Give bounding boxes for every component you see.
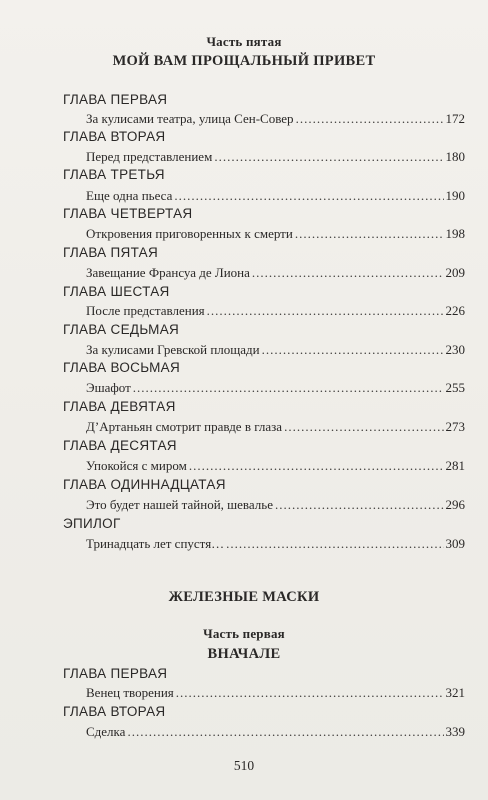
toc-entry-page: 321 — [445, 685, 465, 700]
leader-dots — [284, 419, 443, 435]
toc-entry-page: 339 — [445, 724, 465, 739]
leader-dots — [133, 380, 444, 396]
toc-entry[interactable] — [86, 111, 465, 129]
toc-entry-title: Эшафот — [86, 380, 131, 395]
leader-dots — [295, 226, 444, 242]
toc-entry-title: Д’Артаньян смотрит правде в глаза — [86, 419, 283, 434]
chapter-heading: ГЛАВА ДЕСЯТАЯ — [63, 438, 177, 453]
toc-entry-page: 198 — [445, 226, 465, 241]
chapter-heading: ГЛАВА ПЯТАЯ — [63, 245, 159, 260]
book-title: ЖЕЛЕЗНЫЕ МАСКИ — [168, 589, 320, 605]
part-title: ВНАЧАЛЕ — [207, 646, 281, 662]
chapter-heading: ГЛАВА ПЕРВАЯ — [63, 666, 168, 681]
toc-entry[interactable] — [86, 458, 465, 476]
toc-entry-title: После представления — [86, 303, 205, 318]
leader-dots — [176, 685, 444, 701]
toc-entry-title: Перед представлением — [86, 149, 213, 164]
toc-entry[interactable] — [86, 226, 465, 244]
leader-dots — [226, 536, 443, 552]
toc-entry[interactable] — [86, 536, 465, 554]
toc-entry[interactable] — [86, 303, 465, 321]
chapter-heading: ГЛАВА ДЕВЯТАЯ — [63, 399, 176, 414]
toc-entry-page: 190 — [445, 188, 465, 203]
part-label: Часть пятая — [206, 34, 282, 49]
part-title: МОЙ ВАМ ПРОЩАЛЬНЫЙ ПРИВЕТ — [112, 53, 376, 69]
chapter-heading: ГЛАВА ТРЕТЬЯ — [63, 167, 165, 182]
toc-entry-title: Сделка — [86, 724, 126, 739]
toc-entry-title: За кулисами Гревской площади — [86, 342, 260, 357]
toc-entry[interactable] — [86, 419, 465, 437]
chapter-heading: ГЛАВА ШЕСТАЯ — [63, 284, 170, 299]
leader-dots — [296, 111, 444, 127]
toc-entry-page: 273 — [445, 419, 465, 434]
toc-entry[interactable] — [86, 188, 465, 206]
page-number: 510 — [233, 758, 255, 773]
toc-entry-title: Откровения приговоренных к смерти — [86, 226, 293, 241]
chapter-heading: ГЛАВА ВТОРАЯ — [63, 704, 166, 719]
toc-entry-title: Венец творения — [86, 685, 174, 700]
chapter-heading: ГЛАВА ПЕРВАЯ — [63, 92, 168, 107]
toc-entry[interactable] — [86, 265, 465, 283]
leader-dots — [262, 342, 444, 358]
part-label: Часть первая — [203, 626, 285, 641]
toc-entry-page: 226 — [445, 303, 465, 318]
toc-entry[interactable] — [86, 497, 465, 515]
toc-entry-page: 172 — [445, 111, 465, 126]
toc-entry-page: 281 — [445, 458, 465, 473]
chapter-heading: ГЛАВА ВОСЬМАЯ — [63, 360, 180, 375]
chapter-heading: ГЛАВА ОДИННАДЦАТАЯ — [63, 477, 226, 492]
chapter-heading: ГЛАВА СЕДЬМАЯ — [63, 322, 180, 337]
toc-entry-page: 209 — [445, 265, 465, 280]
leader-dots — [275, 497, 444, 513]
toc-entry[interactable] — [86, 342, 465, 360]
chapter-heading: ГЛАВА ЧЕТВЕРТАЯ — [63, 206, 193, 221]
toc-entry[interactable] — [86, 149, 465, 167]
toc-entry-title: Это будет нашей тайной, шевалье — [86, 497, 273, 512]
toc-entry-title: Упокойся с миром — [86, 458, 187, 473]
toc-entry[interactable] — [86, 685, 465, 703]
toc-entry[interactable] — [86, 380, 465, 398]
leader-dots — [207, 303, 444, 319]
leader-dots — [174, 188, 443, 204]
toc-entry[interactable] — [86, 724, 465, 742]
leader-dots — [252, 265, 444, 281]
leader-dots — [127, 724, 443, 740]
toc-entry-page: 296 — [445, 497, 465, 512]
chapter-heading: ГЛАВА ВТОРАЯ — [63, 129, 166, 144]
toc-entry-page: 230 — [445, 342, 465, 357]
toc-entry-title: За кулисами театра, улица Сен-Совер — [86, 111, 294, 126]
chapter-heading: ЭПИЛОГ — [63, 516, 121, 531]
leader-dots — [214, 149, 443, 165]
toc-entry-title: Еще одна пьеса — [86, 188, 173, 203]
toc-entry-page: 180 — [445, 149, 465, 164]
toc-entry-page: 255 — [445, 380, 465, 395]
toc-entry-title: Завещание Франсуа де Лиона — [86, 265, 250, 280]
toc-entry-title: Тринадцать лет спустя… — [86, 536, 225, 551]
leader-dots — [189, 458, 444, 474]
toc-entry-page: 309 — [445, 536, 465, 551]
